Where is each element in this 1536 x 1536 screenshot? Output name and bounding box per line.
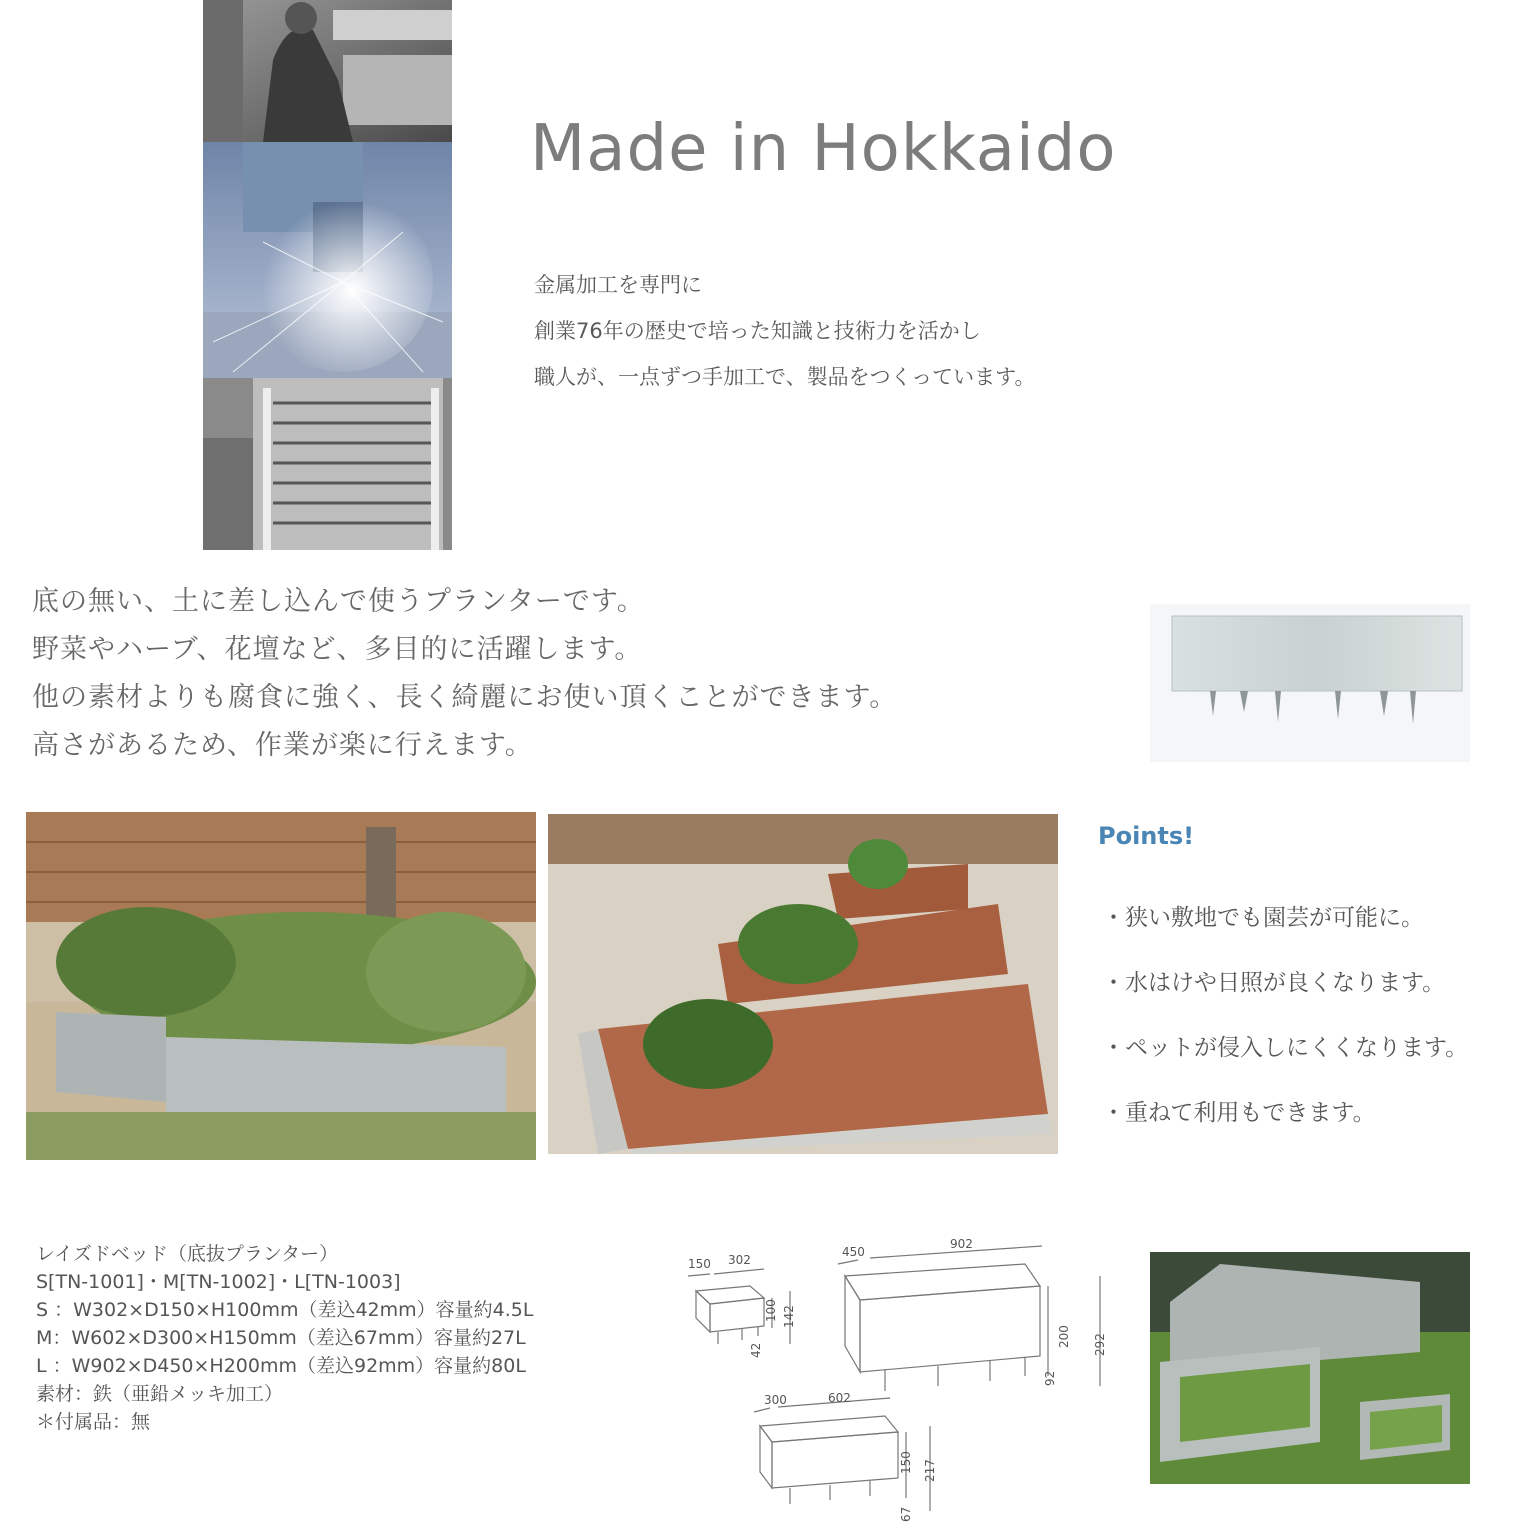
dim-medium-width: 602 [828,1391,851,1405]
spec-line: 素材：鉄（亜鉛メッキ加工） [36,1383,284,1405]
dim-large-depth: 450 [842,1245,865,1259]
dim-medium-total: 217 [923,1459,937,1482]
dim-small-height: 100 [764,1299,778,1322]
dim-small-depth: 150 [688,1257,711,1271]
dim-large-width: 902 [950,1237,973,1251]
garden-planter-photo [26,812,536,1160]
dim-small-total: 142 [782,1305,796,1328]
laser-cutting-photo [203,142,452,378]
spec-line: S[TN-1001]・M[TN-1002]・L[TN-1003] [36,1271,401,1293]
planter-product-photo [1150,604,1470,762]
craftsman-photo [203,0,452,142]
points-title: Points! [1098,822,1195,850]
intro-line: 創業76年の歴史で培った知識と技術力を活かし [534,319,981,343]
points-list [1102,886,1468,1146]
product-specs [36,1240,533,1436]
metal-frames-photo [203,378,452,550]
intro-line: 金属加工を専門に [534,273,702,297]
description-line: 野菜やハーブ、花壇など、多目的に活躍します。 [32,634,643,665]
dim-large-total: 292 [1093,1333,1107,1356]
point-item: ・狭い敷地でも園芸が可能に。 [1102,905,1424,931]
product-description [32,578,897,770]
point-item: ・ペットが侵入しにくくなります。 [1102,1035,1469,1061]
dim-large-spike: 92 [1043,1370,1057,1386]
intro-line: 職人が、一点ずつ手加工で、製品をつくっています。 [534,365,1036,389]
dim-small-spike: 42 [749,1342,763,1358]
spec-line: M：W602×D300×H150mm（差込67mm）容量約27L [36,1327,526,1349]
page-headline: Made in Hokkaido [530,112,1117,186]
nested-planters-photo [1150,1252,1470,1484]
point-item: ・水はけや日照が良くなります。 [1102,970,1446,996]
stacked-planter-photo [548,814,1058,1154]
dim-medium-height: 150 [899,1451,913,1474]
dim-large-height: 200 [1057,1325,1071,1348]
dim-medium-depth: 300 [764,1393,787,1407]
dim-medium-spike: 67 [899,1506,913,1522]
description-line: 高さがあるため、作業が楽に行えます。 [32,730,533,761]
point-item: ・重ねて利用もできます。 [1102,1100,1376,1126]
spec-line: ＊付属品：無 [36,1411,151,1433]
spec-line: レイズドベッド（底抜プランター） [36,1243,339,1265]
description-line: 底の無い、土に差し込んで使うプランターです。 [32,586,645,617]
intro-text [534,262,1035,400]
spec-line: S ：W302×D150×H100mm（差込42mm）容量約4.5L [36,1299,534,1321]
description-line: 他の素材よりも腐食に強く、長く綺麗にお使い頂くことができます。 [32,682,898,713]
dim-small-width: 302 [728,1253,751,1267]
dimension-diagram [680,1236,1120,1532]
spec-line: L ：W902×D450×H200mm（差込92mm）容量約80L [36,1355,526,1377]
